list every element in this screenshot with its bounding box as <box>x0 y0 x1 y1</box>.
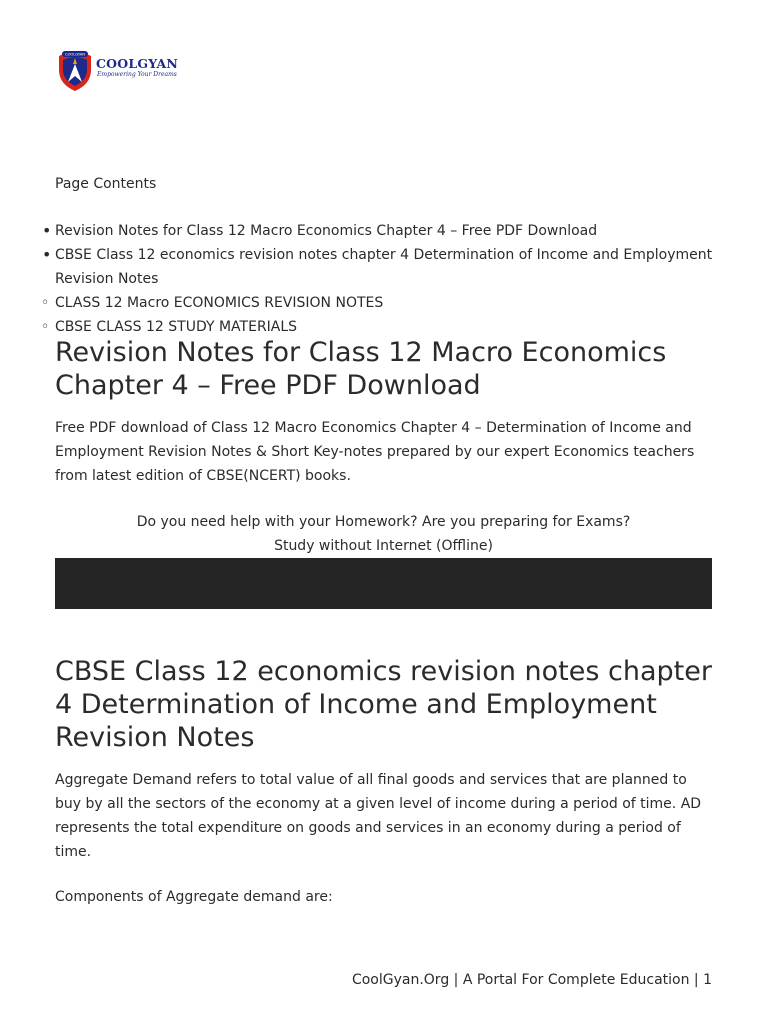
aggregate-demand-paragraph: Aggregate Demand refers to total value of all final goods and services that are planned to buy by all the sectors of the economy at a given level of income during a period of time. AD represents the total expenditure on goods and services in an economy during a period of time. <box>55 772 702 860</box>
toc-item[interactable]: • Revision Notes for Class 12 Macro Economics Chapter 4 – Free PDF Download <box>55 219 725 243</box>
site-logo[interactable] <box>55 48 195 96</box>
help-line: Study without Internet (Offline) <box>274 538 493 554</box>
components-paragraph: Components of Aggregate demand are: <box>55 889 333 905</box>
logo-badge-text: COOLGYAN <box>65 52 85 57</box>
help-line: Do you need help with your Homework? Are you preparing for Exams? <box>136 514 631 530</box>
help-prompt <box>55 510 712 558</box>
logo-emblem-icon <box>55 48 95 92</box>
toc-item[interactable]: ◦ CLASS 12 Macro ECONOMICS REVISION NOTES <box>55 291 725 315</box>
toc-title: Page Contents <box>55 176 157 192</box>
download-banner[interactable] <box>55 558 712 609</box>
section-heading: CBSE Class 12 economics revision notes chapter 4 Determination of Income and Employment Revision Notes <box>55 656 712 753</box>
main-heading: Revision Notes for Class 12 Macro Economics Chapter 4 – Free PDF Download <box>55 337 667 401</box>
table-of-contents <box>55 219 725 339</box>
logo-tagline: Empowering Your Dreams <box>97 71 177 78</box>
intro-paragraph: Free PDF download of Class 12 Macro Economics Chapter 4 – Determination of Income and Employment Revision Notes & Short Key-notes prepared by our expert Economics teachers from latest edition of CBSE(NCERT) books. <box>55 420 695 484</box>
toc-item[interactable]: • CBSE Class 12 economics revision notes chapter 4 Determination of Income and Employment Revision Notes <box>55 243 725 291</box>
page-footer: CoolGyan.Org | A Portal For Complete Education | 1 <box>351 972 712 988</box>
logo-name: COOLGYAN <box>96 56 179 71</box>
toc-item[interactable]: ◦ CBSE CLASS 12 STUDY MATERIALS <box>55 315 725 339</box>
